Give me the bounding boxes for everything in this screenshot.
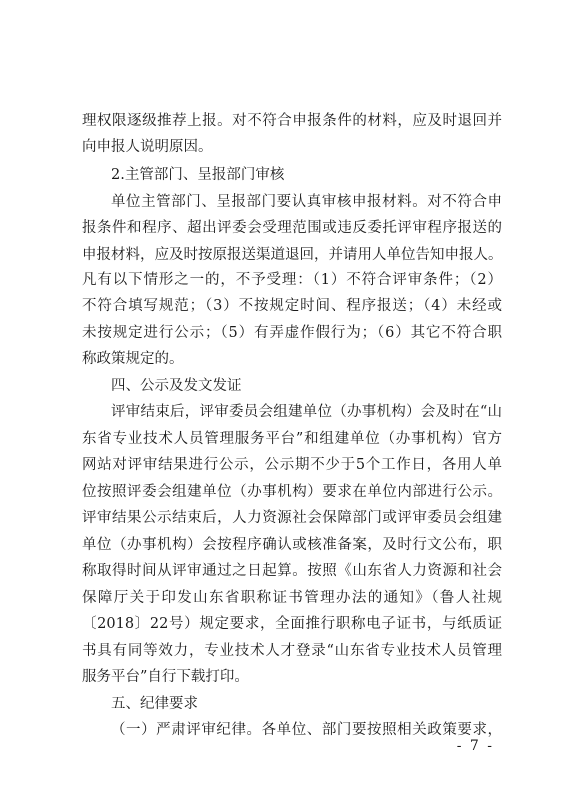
body-text-line: 评审结束后，评审委员会组建单位（办事机构）会及时在“山 [111, 404, 502, 420]
body-text-line: 书具有同等效力，专业技术人才登录“山东省专业技术人员管理 [82, 643, 502, 659]
body-text-line: 称政策规定的。 [82, 351, 184, 367]
body-text-line: 单位（办事机构）会按程序确认或核准备案，及时行文公布，职 [82, 537, 502, 553]
body-text-line: 东省专业技术人员管理服务平台”和组建单位（办事机构）官方 [82, 431, 502, 447]
body-text-line: 保障厅关于印发山东省职称证书管理办法的通知》（鲁人社规 [82, 590, 502, 606]
body-text-line: 网站对评审结果进行公示，公示期不少于5个工作日，各用人单 [82, 457, 502, 473]
body-text-line: 向申报人说明原因。 [82, 139, 213, 155]
body-text-line: 不符合填写规范；（3）不按规定时间、程序报送；（4）未经或 [82, 298, 502, 314]
body-text-line: 称取得时间从评审通过之日起算。按照《山东省人力资源和社会 [82, 563, 502, 579]
body-text-line: 报条件和程序、超出评委会受理范围或违反委托评审程序报送的 [82, 220, 502, 236]
body-text-line: 服务平台”自行下载打印。 [82, 669, 249, 685]
body-text-line: 凡有以下情形之一的，不予受理：（1）不符合评审条件；（2） [82, 272, 502, 288]
section-heading: 四、公示及发文发证 [111, 378, 242, 394]
page-number: - 7 - [456, 738, 494, 754]
body-text-line: （一）严肃评审纪律。各单位、部门要按照相关政策要求， [111, 722, 502, 738]
body-text-line: 单位主管部门、呈报部门要认真审核申报材料。对不符合申 [111, 194, 502, 210]
body-text-line: 未按规定进行公示；（5）有弄虚作假行为；（6）其它不符合职 [82, 325, 502, 341]
section-heading: 2.主管部门、呈报部门审核 [111, 167, 285, 183]
section-heading: 五、纪律要求 [111, 696, 198, 712]
body-text-line: 理权限逐级推荐上报。对不符合申报条件的材料，应及时退回并 [82, 113, 502, 129]
body-text-line: 位按照评委会组建单位（办事机构）要求在单位内部进行公示。 [82, 484, 502, 500]
body-text-line: 评审结果公示结束后，人力资源社会保障部门或评审委员会组建 [82, 510, 502, 526]
body-text-line: 申报材料，应及时按原报送渠道退回，并请用人单位告知申报人。 [82, 247, 503, 263]
body-text-line: 〔2018〕22号）规定要求，全面推行职称电子证书，与纸质证 [82, 616, 502, 632]
